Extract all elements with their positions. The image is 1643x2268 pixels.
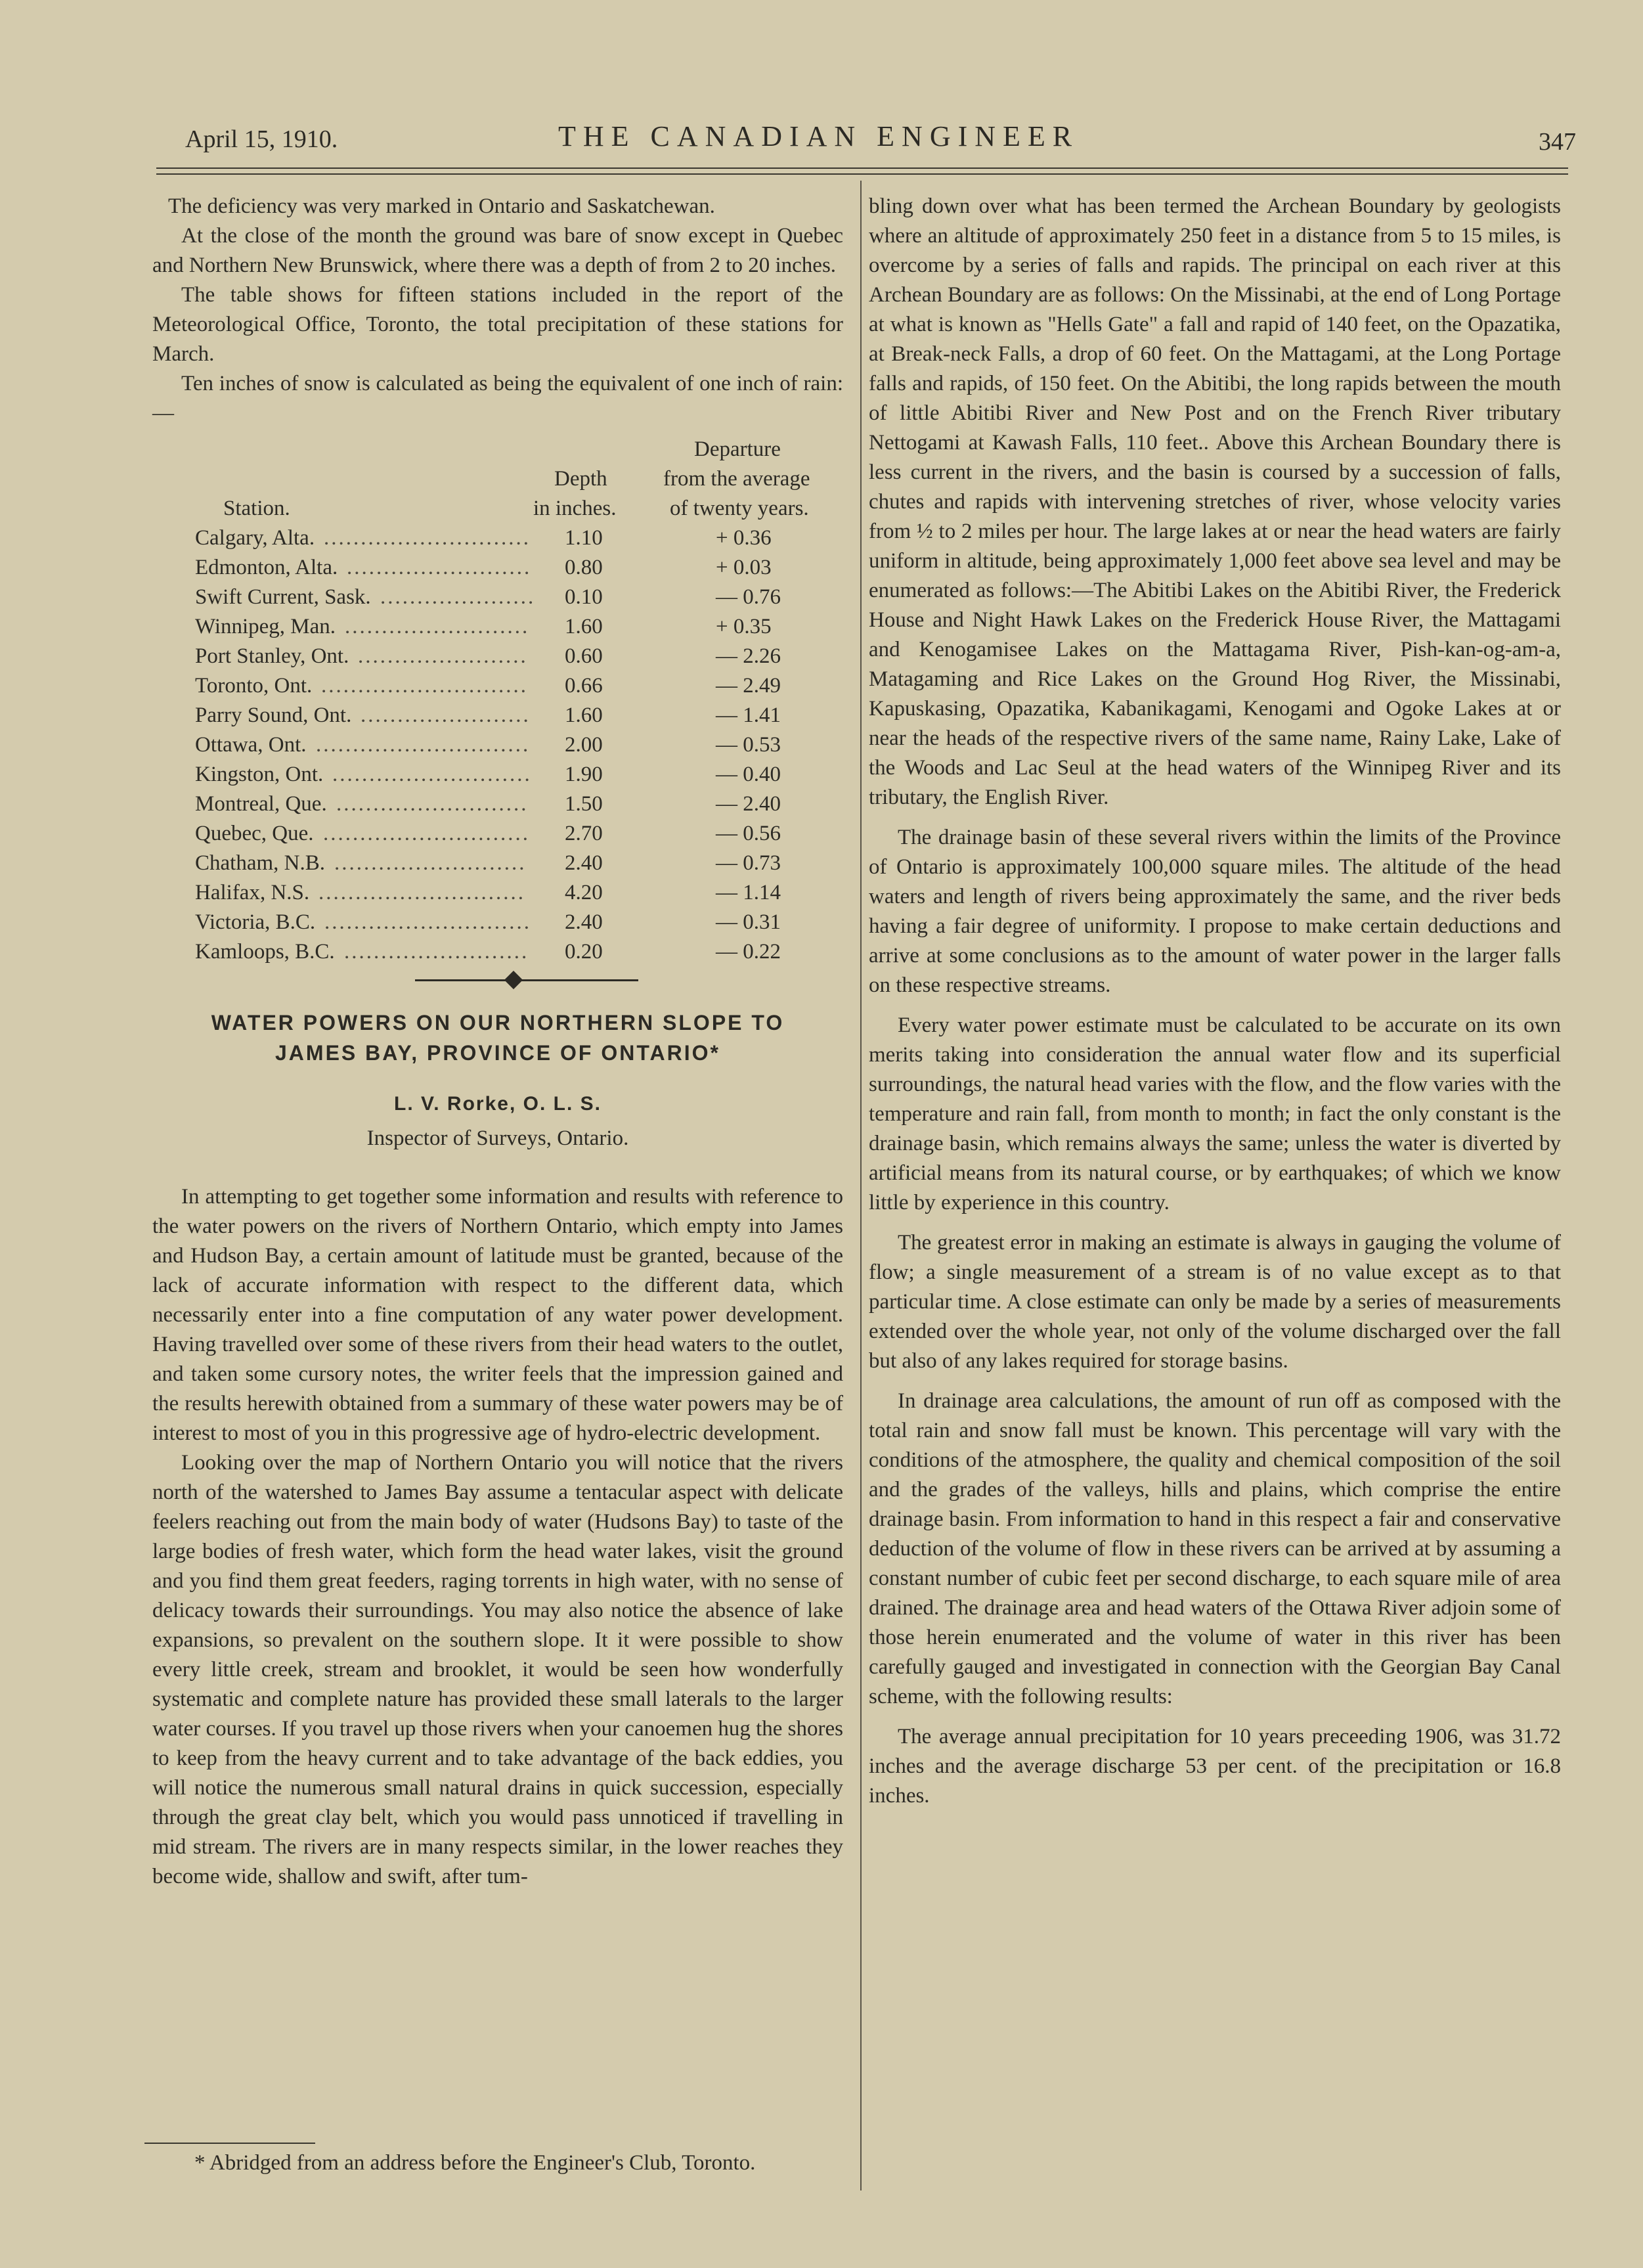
departure-cell: + 0.35: [716, 615, 772, 638]
depth-cell: 1.60: [565, 703, 603, 727]
paragraph: The average annual precipitation for 10 years preceeding 1906, was 31.72 inches and the average discharge 53 per cent. of the precipitation or 16.8 inches.: [869, 1725, 1561, 1808]
leader-dots: ............................: [318, 881, 525, 904]
depth-cell: 2.40: [565, 910, 603, 934]
author-name: L. V. Rorke, O. L. S.: [394, 1093, 602, 1115]
leader-dots: .......................: [361, 703, 531, 727]
leader-dots: .........................: [344, 940, 529, 964]
station-cell: Calgary, Alta.: [195, 526, 315, 550]
table-row: [152, 642, 843, 671]
depth-cell: 0.10: [565, 585, 603, 609]
leader-dots: ...........................: [332, 763, 532, 786]
departure-cell: — 1.14: [716, 881, 781, 904]
depth-cell: 1.10: [565, 526, 603, 550]
table-row: [152, 908, 843, 937]
footnote-text: * Abridged from an address before the Engineer's Club, Toronto.: [194, 2151, 756, 2175]
station-cell: Victoria, B.C.: [195, 910, 316, 934]
station-cell: Quebec, Que.: [195, 822, 314, 845]
leader-dots: .........................: [347, 556, 532, 579]
departure-cell: — 0.31: [716, 910, 781, 934]
station-cell: Halifax, N.S.: [195, 881, 310, 904]
station-cell: Winnipeg, Man.: [195, 615, 336, 638]
table-header: [152, 435, 843, 523]
table-row: [152, 583, 843, 612]
table-row: [152, 937, 843, 967]
paragraph: The deficiency was very marked in Ontario and Saskatchewan.: [168, 194, 715, 218]
header-rule-bottom: [156, 173, 1568, 175]
table-row: [152, 701, 843, 730]
section-ornament: [152, 967, 843, 993]
left-column: [152, 192, 843, 1892]
station-cell: Edmonton, Alta.: [195, 556, 338, 579]
leader-dots: ............................: [324, 526, 531, 550]
table-row: [152, 730, 843, 760]
leader-dots: .............................: [316, 733, 531, 757]
article-title-line-1: WATER POWERS ON OUR NORTHERN SLOPE TO: [211, 1011, 785, 1034]
station-cell: Swift Current, Sask.: [195, 585, 371, 609]
paragraph: In drainage area calculations, the amount of run off as composed with the total rain and snow fall must be known. This percentage will vary with the conditions of the atmosphere, the quality and chemical composition of the soil and the grades of the valleys, hills and plains, which comprise the entire drainage basin. From information to hand in this respect a fair and conservative deduction of the volume of flow in these rivers can be arrived at by assuming a constant number of cubic feet per second discharge, to each square mile of area drained. The drainage area and head waters of the Ottawa River adjoin some of those herein enumerated and the volume of water in this river has been carefully gauged and investigated in connection with the Georgian Bay Canal scheme, with the following results:: [869, 1389, 1561, 1708]
precipitation-table: [152, 435, 843, 967]
departure-cell: + 0.36: [716, 526, 772, 550]
departure-cell: — 0.53: [716, 733, 781, 757]
departure-cell: — 0.40: [716, 763, 781, 786]
station-cell: Montreal, Que.: [195, 792, 327, 816]
depth-cell: 2.70: [565, 822, 603, 845]
page-header: [151, 105, 1576, 164]
paragraph: At the close of the month the ground was bare of snow except in Quebec and Northern New Brunswick, where there was a depth of from 2 to 20 inches.: [152, 224, 843, 277]
table-row: [152, 612, 843, 642]
departure-cell: — 1.41: [716, 703, 781, 727]
col-header-departure: Departure: [694, 437, 781, 461]
paragraph: bling down over what has been termed the Archean Boundary by geologists where an altitude of approximately 250 feet in a distance from 5 to 15 miles, is overcome by a series of falls and rapids. The principal on each river at this Archean Boundary are as follows: On the Missinabi, at the end of Long Portage at what is known as "Hells Gate" a fall and rapid of 140 feet, on the Opazatika, at Break-neck Falls, a drop of 60 feet. On the Mattagami, at the Long Portage falls and rapids, of 150 feet. On the Abitibi, the long rapids between the mouth of little Abitibi River and New Post and on the French River tributary Nettogami at Kawash Falls, 110 feet.. Above this Archean Boundary there is less current in the rivers, and the basin is coursed by a succession of falls, chutes and rapids with intervening stretches of river, whose velocity varies from ½ to 2 miles per hour. The large lakes at or near the head waters are fairly uniform in altitude, being approximately 1,000 feet above sea level and may be enumerated as follows:—The Abitibi Lakes on the Abitibi River, the Frederick House and Night Hawk Lakes on the Frederick House River, the Mattagami and Kenogamisee Lakes on the Mattagama River, Pish-kan-og-am-a, Matagaming and Rice Lakes on the Ground Hog River, the Missinabi, Kapuskasing, Opazatika, Kabanikagami, Kenogami and Ogoke Lakes at or near the heads of the respective rivers of the same name, Rainy Lake, Lake of the Woods and Lac Seul at the head waters of the Winnipeg River and its tributary, the English River.: [869, 194, 1561, 809]
departure-cell: — 0.76: [716, 585, 781, 609]
column-divider: [860, 181, 862, 2190]
leader-dots: ............................: [323, 822, 530, 845]
table-row: [152, 671, 843, 701]
table-body: [152, 523, 843, 967]
station-cell: Kamloops, B.C.: [195, 940, 335, 964]
station-cell: Parry Sound, Ont.: [195, 703, 352, 727]
leader-dots: .......................: [358, 644, 528, 668]
article-title-line-2: JAMES BAY, PROVINCE OF ONTARIO*: [275, 1041, 720, 1065]
station-cell: Toronto, Ont.: [195, 674, 313, 698]
depth-cell: 0.80: [565, 556, 603, 579]
leader-dots: .........................: [345, 615, 530, 638]
header-rule-top: [156, 167, 1568, 169]
station-cell: Kingston, Ont.: [195, 763, 324, 786]
depth-cell: 2.40: [565, 851, 603, 875]
departure-cell: — 2.26: [716, 644, 781, 668]
table-row: [152, 819, 843, 849]
table-row: [152, 878, 843, 908]
article-title: [152, 1008, 843, 1068]
depth-cell: 1.60: [565, 615, 603, 638]
depth-cell: 1.90: [565, 763, 603, 786]
col-header-depth-line2: in inches.: [533, 497, 617, 520]
page-number: 347: [1539, 128, 1576, 156]
table-row: [152, 760, 843, 789]
depth-cell: 4.20: [565, 881, 603, 904]
col-header-departure-line3: of twenty years.: [670, 497, 809, 520]
paragraph: In attempting to get together some information and results with reference to the water powers on the rivers of Northern Ontario, which empty into James and Hudson Bay, a certain amount of latitude must be granted, because of the lack of accurate information with respect to the different data, which necessarily enter into a fine computation of any water power development. Having travelled over some of these rivers from their head waters to the outlet, and taken some cursory notes, the writer feels that the impression gained and the results herewith obtained from a summary of these water powers may be of interest to most of you in this progressive age of hydro-electric development.: [152, 1185, 843, 1445]
paragraph: The greatest error in making an estimate is always in gauging the volume of flow; a single measurement of a stream is of no value except as to that particular time. A close estimate can only be made by a series of measurements extended over the whole year, not only of the volume discharged over the fall but also of any lakes required for storage basins.: [869, 1231, 1561, 1373]
paragraph: Every water power estimate must be calculated to be accurate on its own merits taking into consideration the annual water flow and its superficial surroundings, the natural head varies with the flow, and the flow varies with the temperature and rain fall, from month to month; in fact the only constant is the drainage basin, which remains always the same; unless the water is diverted by artificial means from its natural course, or by earthquakes; of which we know little by experience in this country.: [869, 1013, 1561, 1214]
leader-dots: ..........................: [334, 851, 527, 875]
departure-cell: — 2.40: [716, 792, 781, 816]
departure-cell: + 0.03: [716, 556, 772, 579]
col-header-departure-line2: from the average: [663, 467, 810, 491]
table-row: [152, 553, 843, 583]
author-role: Inspector of Surveys, Ontario.: [366, 1126, 629, 1150]
leader-dots: ............................: [321, 674, 528, 698]
leader-dots: ..........................: [336, 792, 529, 816]
paragraph: The drainage basin of these several rivers within the limits of the Province of Ontario is approximately 100,000 square miles. The altitude of the head waters and length of rivers being approximately the same, and the river beds having a fair degree of uniformity. I propose to make certain deductions and arrive at some conclusions as to the amount of water power in the larger falls on these respective streams.: [869, 826, 1561, 997]
depth-cell: 0.20: [565, 940, 603, 964]
station-cell: Ottawa, Ont.: [195, 733, 307, 757]
depth-cell: 1.50: [565, 792, 603, 816]
depth-cell: 0.66: [565, 674, 603, 698]
col-header-station: Station.: [223, 497, 290, 520]
station-cell: Chatham, N.B.: [195, 851, 325, 875]
issue-date: April 15, 1910.: [185, 125, 338, 153]
paragraph: Looking over the map of Northern Ontario you will notice that the rivers north of the watershed to James Bay assume a tentacular aspect with delicate feelers reaching out from the main body of water (Hudsons Bay) to taste of the large bodies of fresh water, which form the head water lakes, visit the ground and you find them great feeders, raging torrents in high water, with no sense of delicacy towards their surroundings. You may also notice the absence of lake expansions, so prevalent on the southern slope. It it were possible to show every little creek, stream and brooklet, it would be seen how wonderfully systematic and complete nature has provided these small laterals to the larger water courses. If you travel up those rivers when your canoemen hug the shores to keep from the heavy current and to take advantage of the back eddies, you will notice the numerous small natural drains in quick succession, especially through the great clay belt, which you would pass unnoticed if travelling in mid stream. The rivers are in many respects similar, in the lower reaches they become wide, shallow and swift, after tum-: [152, 1451, 844, 1888]
table-row: [152, 789, 843, 819]
paragraph: Ten inches of snow is calculated as being the equivalent of one inch of rain:—: [152, 372, 843, 425]
depth-cell: 2.00: [565, 733, 603, 757]
departure-cell: — 0.22: [716, 940, 781, 964]
depth-cell: 0.60: [565, 644, 603, 668]
footnote: [152, 2149, 843, 2177]
departure-cell: — 0.56: [716, 822, 781, 845]
leader-dots: .....................: [380, 585, 536, 609]
departure-cell: — 0.73: [716, 851, 781, 875]
departure-cell: — 2.49: [716, 674, 781, 698]
journal-title: THE CANADIAN ENGINEER: [558, 120, 1080, 152]
col-header-depth: Depth: [554, 467, 607, 491]
footnote-rule: [144, 2143, 315, 2144]
table-row: [152, 523, 843, 553]
right-column: [869, 192, 1561, 1811]
leader-dots: ............................: [324, 910, 531, 934]
table-row: [152, 849, 843, 878]
station-cell: Port Stanley, Ont.: [195, 644, 349, 668]
paragraph: The table shows for fifteen stations included in the report of the Meteorological Office, Toronto, the total precipitation of these stations for March.: [152, 283, 843, 366]
